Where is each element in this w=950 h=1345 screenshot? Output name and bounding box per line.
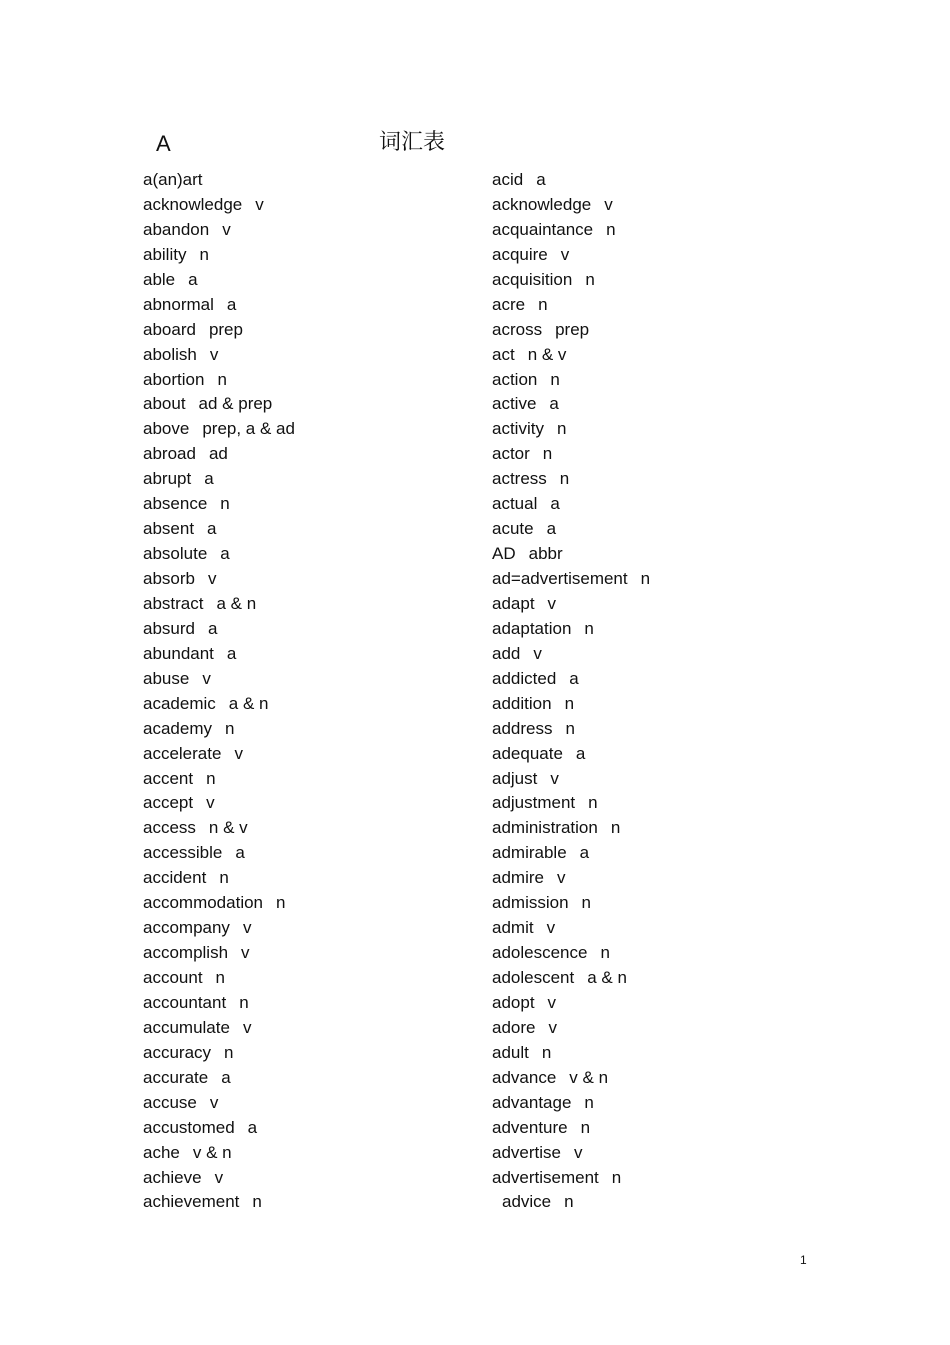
vocabulary-entry (143, 1190, 295, 1215)
entry-word: abstract (143, 593, 204, 613)
entry-part-of-speech: v (242, 918, 252, 938)
entry-part-of-speech: v (234, 743, 243, 763)
vocabulary-entry (492, 916, 650, 941)
vocabulary-entry (143, 642, 295, 667)
entry-part-of-speech: n (606, 219, 616, 239)
entry-part-of-speech: a (579, 843, 590, 863)
entry-part-of-speech: v & n (569, 1067, 609, 1087)
entry-part-of-speech: n (217, 369, 227, 389)
entry-word: achievement (143, 1192, 240, 1212)
vocabulary-entry (143, 866, 295, 891)
entry-word: action (492, 369, 538, 389)
entry-part-of-speech: v (573, 1142, 583, 1162)
vocabulary-entry (143, 343, 295, 368)
entry-word: ad=advertisement (492, 569, 628, 588)
entry-part-of-speech: prep, a & ad (202, 419, 295, 439)
entry-word: acknowledge (143, 194, 243, 214)
entry-word: addition (492, 693, 552, 713)
entry-word: acquaintance (492, 219, 594, 239)
entry-part-of-speech: n (588, 793, 598, 813)
entry-part-of-speech: abbr (528, 544, 563, 564)
vocabulary-entry (143, 891, 295, 916)
entry-word: admit (492, 918, 534, 938)
entry-part-of-speech: n (220, 494, 230, 514)
entry-part-of-speech: v (241, 943, 250, 963)
entry-word: absent (143, 519, 195, 539)
vocabulary-entry (492, 1091, 650, 1116)
vocabulary-entry (492, 667, 650, 692)
entry-word: accumulate (143, 1017, 230, 1037)
vocabulary-entry (143, 567, 295, 592)
vocabulary-entry (143, 492, 295, 517)
entry-word: addicted (492, 668, 557, 688)
vocabulary-entry (492, 891, 650, 916)
vocabulary-entry (143, 1066, 295, 1091)
entry-word: abnormal (143, 294, 214, 314)
entry-word: accomplish (143, 943, 229, 963)
vocabulary-entry (492, 692, 650, 717)
entry-part-of-speech: v (222, 219, 231, 239)
vocabulary-entry (492, 742, 650, 767)
entry-word: address (492, 718, 553, 738)
entry-part-of-speech: n (219, 868, 229, 888)
vocabulary-entry (492, 467, 650, 492)
entry-word: abandon (143, 219, 210, 239)
entry-word: abortion (143, 369, 205, 389)
vocabulary-entry (143, 966, 295, 991)
entry-part-of-speech: v (548, 1017, 557, 1037)
entry-word: adopt (492, 992, 535, 1012)
entry-word: actress (492, 469, 547, 489)
entry-part-of-speech: n (276, 893, 286, 913)
entry-word: acid (492, 170, 524, 189)
entry-word: accident (143, 868, 207, 888)
entry-part-of-speech: n (550, 369, 560, 389)
vocabulary-entry (492, 866, 650, 891)
entry-part-of-speech: a & n (228, 693, 269, 713)
entry-part-of-speech: a (226, 643, 237, 663)
entry-word: act (492, 344, 515, 364)
entry-word: adaptation (492, 618, 572, 638)
vocabulary-entry (143, 841, 295, 866)
entry-part-of-speech: a (226, 294, 237, 314)
page-number: 1 (800, 1253, 807, 1267)
entry-word: advertisement (492, 1167, 599, 1187)
entry-part-of-speech: v (209, 344, 219, 364)
entry-part-of-speech: n (239, 992, 249, 1012)
entry-word: accent (143, 768, 194, 788)
entry-word: advance (492, 1067, 557, 1087)
entry-word: adventure (492, 1117, 568, 1137)
entry-word: adapt (492, 593, 535, 613)
entry-word: add (492, 643, 521, 663)
vocabulary-entry (143, 791, 295, 816)
vocabulary-column-left (143, 168, 295, 1215)
vocabulary-entry (492, 767, 650, 792)
entry-word: academic (143, 693, 216, 713)
vocabulary-entry (143, 717, 295, 742)
entry-word: accuse (143, 1092, 197, 1112)
vocabulary-entry (143, 1091, 295, 1116)
entry-word: advantage (492, 1092, 572, 1112)
entry-word: acre (492, 294, 526, 314)
vocabulary-entry (143, 692, 295, 717)
entry-word: active (492, 394, 537, 414)
vocabulary-entry (492, 841, 650, 866)
vocabulary-entry (492, 517, 650, 542)
entry-word: actor (492, 444, 530, 464)
entry-word: abolish (143, 344, 197, 364)
entry-part-of-speech: v (550, 768, 559, 788)
vocabulary-entry (143, 941, 295, 966)
vocabulary-entry (492, 966, 650, 991)
entry-part-of-speech: n (559, 469, 570, 489)
entry-part-of-speech: n & v (527, 344, 567, 364)
section-letter: A (156, 131, 171, 156)
entry-word: accept (143, 793, 194, 813)
entry-word: academy (143, 718, 212, 738)
entry-word: above (143, 419, 190, 439)
vocabulary-entry (143, 542, 295, 567)
entry-word: advice (502, 1192, 552, 1212)
entry-part-of-speech: ad & prep (198, 394, 273, 414)
entry-word: absolute (143, 544, 208, 564)
entry-part-of-speech: a (549, 394, 559, 414)
entry-part-of-speech: n (584, 1092, 594, 1112)
vocabulary-entry (143, 1016, 295, 1041)
entry-part-of-speech: a (220, 544, 230, 564)
entry-word: aboard (143, 319, 196, 339)
vocabulary-entry (492, 218, 650, 243)
entry-word: accurate (143, 1067, 209, 1087)
vocabulary-entry (492, 1016, 650, 1041)
entry-part-of-speech: v (547, 593, 557, 613)
vocabulary-entry (492, 567, 650, 592)
entry-word: account (143, 968, 203, 987)
vocabulary-entry (143, 168, 295, 193)
vocabulary-entry (492, 717, 650, 742)
vocabulary-entry (492, 542, 650, 567)
entry-part-of-speech: n (556, 419, 567, 439)
vocabulary-entry (492, 417, 650, 442)
vocabulary-entry (492, 193, 650, 218)
vocabulary-entry (143, 268, 295, 293)
vocabulary-entry (143, 1116, 295, 1141)
vocabulary-entry (492, 368, 650, 393)
vocabulary-entry (492, 1116, 650, 1141)
entry-part-of-speech: prep (555, 319, 590, 339)
entry-part-of-speech: v (214, 1167, 224, 1187)
entry-part-of-speech: n (215, 968, 226, 987)
entry-part-of-speech: n (564, 1192, 574, 1212)
entry-part-of-speech: n (541, 1042, 552, 1062)
vocabulary-entry (143, 767, 295, 792)
entry-part-of-speech: a (546, 519, 557, 539)
entry-part-of-speech: a (575, 743, 586, 763)
entry-word: accompany (143, 918, 230, 938)
entry-part-of-speech: n (565, 718, 575, 738)
entry-part-of-speech: v (242, 1017, 252, 1037)
entry-word: absorb (143, 569, 195, 588)
entry-part-of-speech: v (202, 668, 211, 688)
entry-part-of-speech: a (221, 1067, 231, 1087)
entry-part-of-speech: a (188, 269, 198, 289)
entry-word: advertise (492, 1142, 561, 1162)
entry-word: about (143, 394, 186, 414)
entry-word: adore (492, 1017, 536, 1037)
vocabulary-entry (143, 1141, 295, 1166)
entry-part-of-speech: n (580, 1117, 591, 1137)
entry-word: admission (492, 893, 569, 913)
vocabulary-entry (143, 193, 295, 218)
entry-word: actual (492, 494, 538, 514)
entry-part-of-speech: v (604, 194, 613, 214)
vocabulary-entry (492, 318, 650, 343)
vocabulary-entry (492, 442, 650, 467)
vocabulary-entry (143, 991, 295, 1016)
entry-part-of-speech: a & n (216, 593, 257, 613)
vocabulary-entry (492, 168, 650, 193)
vocabulary-entry (492, 392, 650, 417)
entry-part-of-speech: v (546, 918, 556, 938)
entry-word: abundant (143, 643, 214, 663)
entry-part-of-speech: n (206, 768, 216, 788)
vocabulary-entry (492, 492, 650, 517)
entry-part-of-speech: n (611, 1167, 622, 1187)
entry-word: adjustment (492, 793, 576, 813)
vocabulary-entry (492, 991, 650, 1016)
vocabulary-entry (143, 517, 295, 542)
entry-word: activity (492, 419, 544, 439)
page-title: 词汇表 (379, 130, 446, 155)
entry-part-of-speech: a (247, 1117, 258, 1137)
entry-part-of-speech: a (569, 668, 579, 688)
entry-word: a(an)art (143, 170, 203, 189)
entry-part-of-speech: n (584, 618, 594, 638)
entry-part-of-speech: v (209, 1092, 219, 1112)
entry-part-of-speech: a (235, 843, 245, 863)
entry-part-of-speech: a (207, 618, 218, 638)
vocabulary-entry (492, 1066, 650, 1091)
entry-word: adolescent (492, 968, 575, 987)
entry-part-of-speech: n (600, 943, 610, 963)
vocabulary-entry (492, 268, 650, 293)
entry-word: admirable (492, 843, 567, 863)
entry-part-of-speech: n (538, 294, 548, 314)
vocabulary-entry (143, 467, 295, 492)
entry-word: abrupt (143, 469, 192, 489)
entry-word: admire (492, 868, 544, 888)
entry-word: absurd (143, 618, 195, 638)
vocabulary-entry (492, 791, 650, 816)
entry-word: AD (492, 544, 516, 564)
entry-word: acquire (492, 244, 548, 264)
entry-part-of-speech: ad (208, 444, 228, 464)
entry-word: accessible (143, 843, 223, 863)
vocabulary-column-right (492, 168, 650, 1215)
entry-part-of-speech: a (204, 469, 214, 489)
entry-part-of-speech: n (224, 718, 235, 738)
vocabulary-entry (143, 1166, 295, 1191)
vocabulary-entry (143, 592, 295, 617)
entry-part-of-speech: v (556, 868, 566, 888)
vocabulary-entry (143, 318, 295, 343)
entry-word: accommodation (143, 893, 264, 913)
entry-part-of-speech: a & n (587, 968, 627, 987)
entry-part-of-speech: v (207, 569, 217, 588)
entry-part-of-speech: n (610, 818, 621, 838)
vocabulary-entry (143, 442, 295, 467)
entry-part-of-speech: n (199, 244, 209, 264)
vocabulary-entry (143, 916, 295, 941)
entry-word: accelerate (143, 743, 222, 763)
entry-word: abroad (143, 444, 196, 464)
entry-part-of-speech: n (542, 444, 553, 464)
entry-part-of-speech: n (564, 693, 575, 713)
vocabulary-entry (143, 417, 295, 442)
entry-word: accountant (143, 992, 227, 1012)
entry-part-of-speech: prep (208, 319, 243, 339)
vocabulary-entry (492, 592, 650, 617)
entry-word: accustomed (143, 1117, 235, 1137)
entry-part-of-speech: v (547, 992, 557, 1012)
entry-part-of-speech: v (560, 244, 570, 264)
vocabulary-entry (492, 243, 650, 268)
entry-word: adequate (492, 743, 563, 763)
vocabulary-entry (492, 816, 650, 841)
entry-word: acknowledge (492, 194, 592, 214)
entry-word: acquisition (492, 269, 573, 289)
vocabulary-entry (492, 1141, 650, 1166)
vocabulary-entry (143, 742, 295, 767)
entry-part-of-speech: n (581, 893, 592, 913)
entry-part-of-speech: n (640, 569, 651, 588)
entry-word: ability (143, 244, 187, 264)
vocabulary-entry (143, 392, 295, 417)
entry-word: across (492, 319, 543, 339)
vocabulary-entry (492, 1166, 650, 1191)
vocabulary-entry (143, 667, 295, 692)
entry-part-of-speech: a (207, 519, 217, 539)
vocabulary-entry (143, 293, 295, 318)
entry-word: able (143, 269, 176, 289)
vocabulary-entry (143, 368, 295, 393)
entry-word: adult (492, 1042, 529, 1062)
vocabulary-entry (143, 816, 295, 841)
vocabulary-entry (492, 1041, 650, 1066)
entry-part-of-speech: n & v (208, 818, 248, 838)
entry-word: accuracy (143, 1042, 212, 1062)
vocabulary-entry (492, 293, 650, 318)
entry-word: adjust (492, 768, 538, 788)
entry-word: achieve (143, 1167, 202, 1187)
vocabulary-entry (492, 1190, 650, 1215)
entry-word: administration (492, 818, 598, 838)
entry-word: acute (492, 519, 534, 539)
entry-word: access (143, 818, 196, 838)
entry-word: abuse (143, 668, 190, 688)
entry-part-of-speech: v (533, 643, 542, 663)
vocabulary-entry (492, 343, 650, 368)
entry-part-of-speech: n (252, 1192, 262, 1212)
vocabulary-entry (143, 1041, 295, 1066)
vocabulary-entry (492, 617, 650, 642)
entry-part-of-speech: v (255, 194, 264, 214)
vocabulary-entry (492, 642, 650, 667)
vocabulary-entry (492, 941, 650, 966)
entry-part-of-speech: v & n (192, 1142, 232, 1162)
entry-part-of-speech: v (206, 793, 215, 813)
vocabulary-entry (143, 617, 295, 642)
entry-word: absence (143, 494, 208, 514)
entry-part-of-speech: n (224, 1042, 234, 1062)
entry-word: adolescence (492, 943, 588, 963)
entry-part-of-speech: a (550, 494, 560, 514)
entry-part-of-speech: a (536, 170, 546, 189)
entry-word: ache (143, 1142, 180, 1162)
vocabulary-entry (143, 243, 295, 268)
vocabulary-entry (143, 218, 295, 243)
entry-part-of-speech: n (585, 269, 595, 289)
